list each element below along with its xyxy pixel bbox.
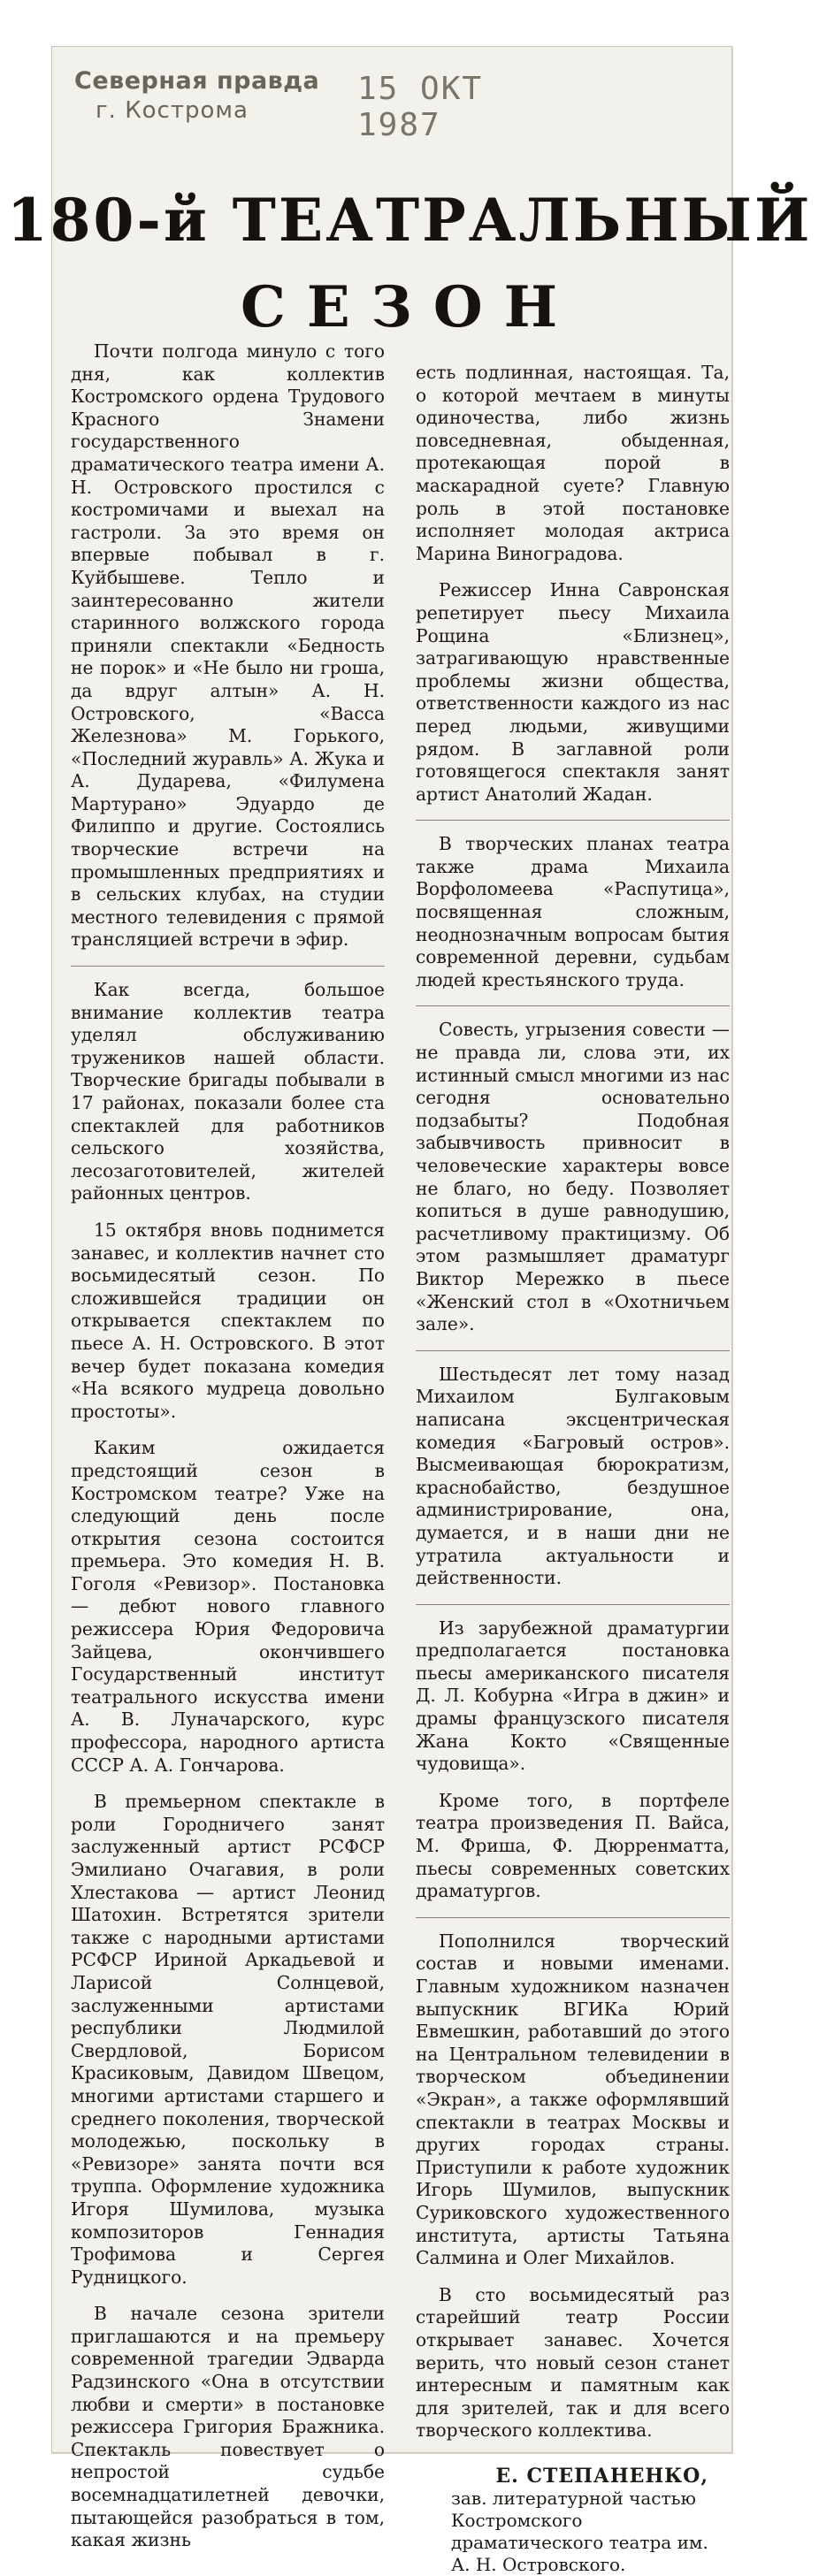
paragraph: Каким ожидается предстоящий сезон в Костромском театре? Уже на следующий день после открытия сезона состоится премьера. Это комедия Н. В. Гоголя «Ревизор». Постановка — дебют нового главного режиссера Юрия Федоровича Зайцева, окончившего Государственный институт театрального искусства имени А. В. Луначарского, курс профессора, народного артиста СССР А. А. Гончарова.: [71, 1437, 385, 1776]
paragraph: Почти полгода минуло с того дня, как коллектив Костромского ордена Трудового Красного Знамени государственного драматического театра имени А. Н. Островского простился с костромичами и выехал на гастроли. За это время он впервые побывал в г. Куйбышеве. Тепло и заинтересованно жители старинного волжского города приняли спектакли «Бедность не порок» и «Не было ни гроша, да вдруг алтын» А. Н. Островского, «Васса Железнова» М. Горького, «Последний журавль» А. Жука и А. Дударева, «Филумена Мартурано» Эдуардо де Филиппо и другие. Состоялись творческие встречи на промышленных предприятиях и в сельских клубах, на студии местного телевидения с прямой трансляцией встречи в эфир.: [71, 340, 385, 951]
paragraph: Кроме того, в портфеле театра произведения П. Вайса, М. Фриша, Ф. Дюрренматта, пьесы современных советских драматургов.: [416, 1789, 730, 1902]
newspaper-stamp: [57, 51, 587, 143]
column-divider: [416, 1350, 730, 1351]
headline-line-1: 180-й ТЕАТРАЛЬНЫЙ: [6, 186, 813, 255]
paragraph: Совесть, угрызения совести — не правда ли, слова эти, их истинный смысл многими из нас сегодня основательно подзабыты? Подобная забывчивость привносит в человеческие характеры вовсе не благо, но беду. Позволяет копиться в душе равнодушию, расчетливому практицизму. Об этом размышляет драматург Виктор Мережко в пьесе «Женский стол в «Охотничьем зале».: [416, 1019, 730, 1335]
author-title: зав. литературной частью Костромского драматического театра им. А. Н. Островского.: [451, 2488, 708, 2576]
paragraph: есть подлинная, настоящая. Та, о которой мечтаем в минуты одиночества, либо жизнь повседневная, обыденная, протекающая порой в маскарадной суете? Главную роль в этой постановке исполняет молодая актриса Марина Виноградова.: [416, 362, 730, 564]
paragraph: Пополнился творческий состав и новыми именами. Главным художником назначен выпускник ВГИКа Юрий Евмешкин, работавший до этого на Центральном телевидении в творческом объединении «Экран», а также оформлявший спектакли в театрах Москвы и других городах страны. Приступили к работе художник Игорь Шумилов, выпускник Суриковского художественного института, артисты Татьяна Салмина и Олег Михайлов.: [416, 1930, 730, 2269]
author-name: Е. СТЕПАНЕНКО,: [495, 2464, 708, 2488]
newspaper-city: г. Кострома: [96, 97, 249, 124]
column-divider: [416, 1005, 730, 1006]
newspaper-source: Северная правда: [74, 67, 320, 95]
column-divider: [71, 966, 385, 967]
column-divider: [416, 1917, 730, 1918]
article-column-left: [71, 340, 385, 2566]
article-column-right: [416, 362, 730, 2576]
headline-line-2: СЕЗОН: [240, 274, 579, 340]
column-divider: [416, 820, 730, 821]
paragraph: Как всегда, большое внимание коллектив театра уделял обслуживанию тружеников нашей области. Творческие бригады побывали в 17 районах, показали более ста спектаклей для работников сельского хозяйства, лесозаготовителей, жителей районных центров.: [71, 979, 385, 1204]
paragraph: В премьерном спектакле в роли Городничего занят заслуженный артист РСФСР Эмилиано Очагавия, в роли Хлестакова — артист Леонид Шатохин. Встретятся зрители также с народными артистами РСФСР Ириной Аркадьевой и Ларисой Солнцевой, заслуженными артистами республики Людмилой Свердловой, Борисом Красиковым, Давидом Швецом, многими артистами старшего и среднего поколения, творческой молодежью, поскольку в «Ревизоре» занята почти вся труппа. Оформление художника Игоря Шумилова, музыка композиторов Геннадия Трофимова и Сергея Рудницкого.: [71, 1791, 385, 2288]
paragraph: Из зарубежной драматургии предполагается постановка пьесы американского писателя Д. Л. Кобурна «Игра в джин» и драмы французского писателя Жана Кокто «Священные чудовища».: [416, 1617, 730, 1775]
publication-date: 15 ОКТ 1987: [357, 71, 484, 143]
paragraph: В сто восьмидесятый раз старейший театр России открывает занавес. Хочется верить, что новый сезон станет интересным и памятным как для зрителей, так и для всего творческого коллектива.: [416, 2283, 730, 2442]
paragraph: Шестьдесят лет тому назад Михаилом Булгаковым написана эксцентрическая комедия «Багровый остров». Высмеивающая бюрократизм, краснобайство, бездушное администрирование, она, думается, и в наши дни не утратила актуальности и действенности.: [416, 1363, 730, 1589]
author-signature: [416, 2465, 730, 2576]
paragraph: В начале сезона зрители приглашаются и на премьеру современной трагедии Эдварда Радзинского «Она в отсутствии любви и смерти» в постановке режиссера Григория Бражника. Спектакль повествует о непростой судьбе восемнадцатилетней девочки, пытающейся разобраться в том, какая жизнь: [71, 2303, 385, 2551]
column-divider: [416, 1604, 730, 1605]
paragraph: 15 октября вновь поднимется занавес, и коллектив начнет сто восьмидесятый сезон. По сложившейся традиции он открывается спектаклем по пьесе А. Н. Островского. В этот вечер будет показана комедия «На всякого мудреца довольно простоты».: [71, 1219, 385, 1422]
paragraph: В творческих планах театра также драма Михаила Ворфоломеева «Распутица», посвященная сложным, неоднозначным вопросам бытия современной деревни, судьбам людей крестьянского труда.: [416, 833, 730, 990]
paragraph: Режиссер Инна Савронская репетирует пьесу Михаила Рощина «Близнец», затрагивающую нравственные проблемы жизни общества, ответственности каждого из нас перед людьми, живущими рядом. В заглавной роли готовящегося спектакля занят артист Анатолий Жадан.: [416, 579, 730, 805]
